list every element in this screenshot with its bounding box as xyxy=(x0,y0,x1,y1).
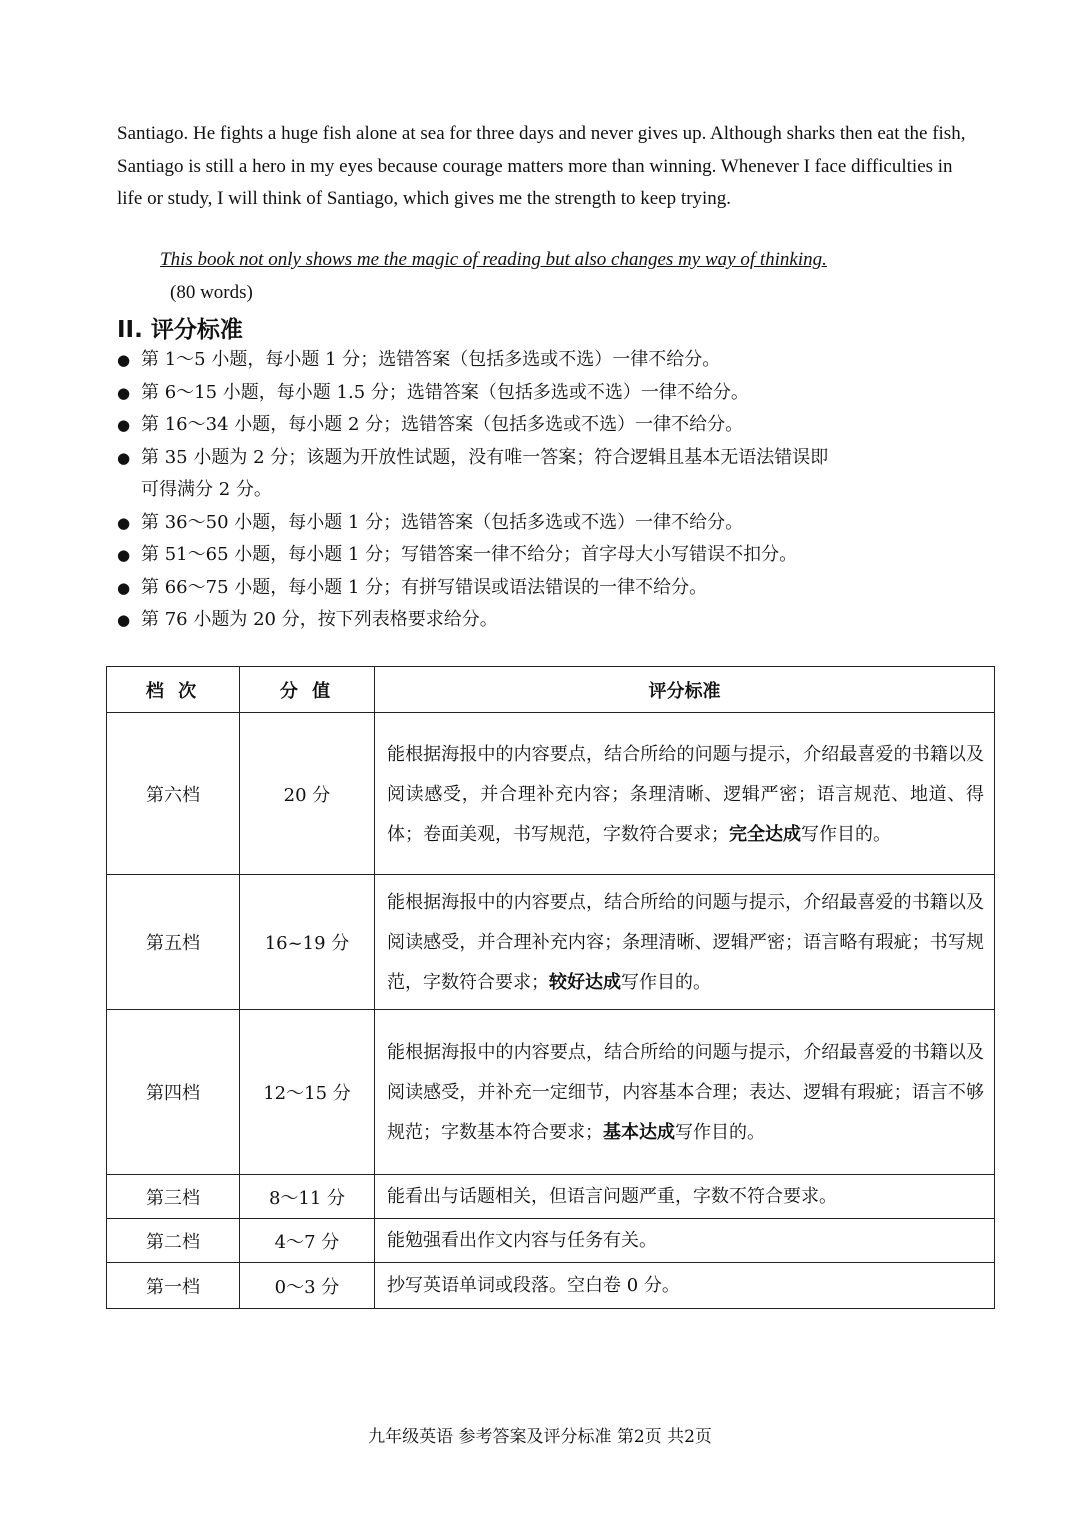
criteria-cell xyxy=(375,1010,995,1175)
essay-word-count: (80 words) xyxy=(170,282,253,303)
header-level: 档 次 xyxy=(107,667,240,713)
rule-item xyxy=(117,507,977,540)
level-cell: 第五档 xyxy=(107,875,240,1010)
header-criteria: 评分标准 xyxy=(375,667,995,713)
rule-text: 第 16～34 小题，每小题 2 分；选错答案（包括多选或不选）一律不给分。 xyxy=(141,414,744,435)
page-footer: 九年级英语 参考答案及评分标准 第2页 共2页 xyxy=(368,1427,712,1447)
rule-text: 第 76 小题为 20 分，按下列表格要求给分。 xyxy=(141,609,498,630)
bullet-icon: ● xyxy=(117,416,131,434)
grading-table xyxy=(106,666,995,1309)
score-cell: 0～3 分 xyxy=(240,1263,375,1309)
criteria-text: 能根据海报中的内容要点，结合所给的问题与提示，介绍最喜爱的书籍以及阅读感受，并合理补充内容；条理清晰、逻辑严密；语言略有瑕疵；书写规范，字数符合要求； xyxy=(387,892,984,993)
level-cell: 第二档 xyxy=(107,1219,240,1263)
criteria-emphasis: 基本达成 xyxy=(603,1122,675,1143)
level-cell: 第一档 xyxy=(107,1263,240,1309)
section-title: II. 评分标准 xyxy=(117,317,243,343)
criteria-cell xyxy=(375,713,995,875)
table-row xyxy=(107,1263,995,1309)
rule-item xyxy=(117,539,977,572)
rule-item xyxy=(117,409,977,442)
score-cell: 20 分 xyxy=(240,713,375,875)
bullet-icon: ● xyxy=(117,513,131,532)
score-cell: 4～7 分 xyxy=(240,1219,375,1263)
criteria-tail: 写作目的。 xyxy=(621,972,711,993)
criteria-tail: 写作目的。 xyxy=(675,1122,765,1143)
criteria-cell: 能勉强看出作文内容与任务有关。 xyxy=(375,1219,995,1263)
table-row xyxy=(107,875,995,1010)
rule-text-continued: 可得满分 2 分。 xyxy=(141,479,272,500)
bullet-icon: ● xyxy=(117,383,131,402)
criteria-tail: 写作目的。 xyxy=(801,823,891,845)
essay-closing-sentence: This book not only shows me the magic of reading but also changes my way of thinking. xyxy=(160,249,827,270)
score-cell: 8～11 分 xyxy=(240,1175,375,1219)
rule-text: 第 51～65 小题，每小题 1 分；写错答案一律不给分；首字母大小写错误不扣分。 xyxy=(141,544,798,565)
criteria-emphasis: 较好达成 xyxy=(549,972,621,993)
rule-text: 第 35 小题为 2 分；该题为开放性试题，没有唯一答案；符合逻辑且基本无语法错误即 xyxy=(141,446,829,468)
criteria-cell: 抄写英语单词或段落。空白卷 0 分。 xyxy=(375,1263,995,1309)
table-row xyxy=(107,713,995,875)
rule-text: 第 1～5 小题，每小题 1 分；选错答案（包括多选或不选）一律不给分。 xyxy=(141,349,721,370)
rule-item xyxy=(117,572,977,605)
criteria-text: 能根据海报中的内容要点，结合所给的问题与提示，介绍最喜爱的书籍以及阅读感受，并合理补充内容；条理清晰、逻辑严密；语言规范、地道、得体；卷面美观，书写规范，字数符合要求； xyxy=(387,743,984,845)
criteria-text: 能根据海报中的内容要点，结合所给的问题与提示，介绍最喜爱的书籍以及阅读感受，并补充一定细节，内容基本合理；表达、逻辑有瑕疵；语言不够规范；字数基本符合要求； xyxy=(387,1042,984,1143)
table-row xyxy=(107,1175,995,1219)
score-cell: 16~19 分 xyxy=(240,875,375,1010)
table-header-row xyxy=(107,667,995,713)
rule-text: 第 36～50 小题，每小题 1 分；选错答案（包括多选或不选）一律不给分。 xyxy=(141,511,744,533)
bullet-icon: ● xyxy=(117,611,131,629)
scoring-rules-list xyxy=(117,344,977,637)
criteria-cell xyxy=(375,875,995,1010)
rule-text: 第 6～15 小题，每小题 1.5 分；选错答案（包括多选或不选）一律不给分。 xyxy=(141,381,749,403)
table-row xyxy=(107,1219,995,1263)
criteria-cell: 能看出与话题相关，但语言问题严重，字数不符合要求。 xyxy=(375,1175,995,1219)
rule-item xyxy=(117,604,977,637)
rule-item xyxy=(117,442,977,507)
bullet-icon: ● xyxy=(117,448,131,467)
table-row xyxy=(107,1010,995,1175)
bullet-icon: ● xyxy=(117,546,131,564)
level-cell: 第三档 xyxy=(107,1175,240,1219)
level-cell: 第四档 xyxy=(107,1010,240,1175)
bullet-icon: ● xyxy=(117,351,131,369)
bullet-icon: ● xyxy=(117,578,131,597)
score-cell: 12～15 分 xyxy=(240,1010,375,1175)
sample-essay xyxy=(117,118,977,216)
level-cell: 第六档 xyxy=(107,713,240,875)
rule-text: 第 66～75 小题，每小题 1 分；有拼写错误或语法错误的一律不给分。 xyxy=(141,576,708,598)
criteria-emphasis: 完全达成 xyxy=(729,823,801,845)
rule-item xyxy=(117,377,977,410)
rule-item xyxy=(117,344,977,377)
essay-body: Santiago. He fights a huge fish alone at sea for three days and never gives up. Although sharks then eat the fish, Santiago is still a hero in my eyes because courage matters more than winning. Whenever I face difficulties in life or study, I will think of Santiago, which gives me the strength to keep trying. xyxy=(117,123,966,209)
header-score: 分 值 xyxy=(240,667,375,713)
